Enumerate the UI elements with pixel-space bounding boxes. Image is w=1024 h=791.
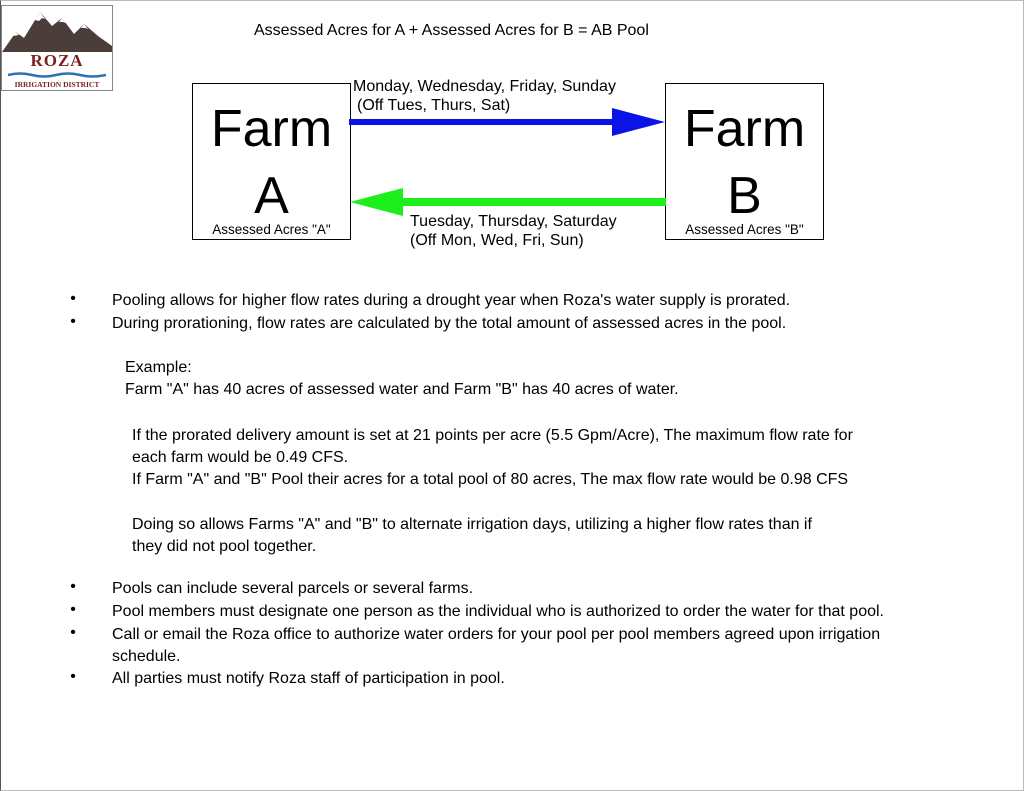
bullet-designate: Pool members must designate one person as the individual who is authorized to order the water for that pool.	[112, 603, 884, 620]
bullet-pools-include: Pools can include several parcels or several farms.	[112, 580, 474, 597]
bullet-prorationing: During prorationing, flow rates are calculated by the total amount of assessed acres in the pool.	[112, 315, 787, 332]
page-title: Assessed Acres for A + Assessed Acres for B = AB Pool	[254, 22, 649, 39]
farm-a-label-line1: Farm	[210, 100, 333, 158]
logo-subtitle: IRRIGATION DISTRICT	[14, 80, 100, 89]
example-alternate-line2: they did not pool together.	[132, 538, 317, 555]
arrow-a-to-b-off-days: (Off Tues, Thurs, Sat)	[357, 97, 511, 114]
bullet-icon: •	[70, 290, 76, 307]
example-prorated-line1: If the prorated delivery amount is set at 21 points per acre (5.5 Gpm/Acre), The maximum flow rate for	[132, 427, 853, 444]
water-wave-icon	[8, 72, 106, 78]
bullet-icon: •	[70, 624, 76, 641]
arrow-b-to-a-days: Tuesday, Thursday, Saturday	[410, 213, 617, 230]
bullet-icon: •	[70, 668, 76, 685]
farm-b-caption: Assessed Acres "B"	[685, 222, 804, 237]
farm-a-caption: Assessed Acres "A"	[212, 222, 331, 237]
bullet-call-email-continued: schedule.	[112, 648, 181, 665]
arrow-a-to-b-days: Monday, Wednesday, Friday, Sunday	[353, 78, 616, 95]
arrow-a-to-b-label	[353, 77, 616, 115]
example-prorated-line2: each farm would be 0.49 CFS.	[132, 449, 349, 466]
bullet-icon: •	[70, 601, 76, 618]
farm-a-label-line2: A	[254, 167, 289, 225]
bullet-icon: •	[70, 313, 76, 330]
farm-b-label-line2: B	[727, 167, 762, 225]
farm-b-box	[665, 83, 824, 240]
farm-a-box	[192, 83, 351, 240]
bullet-notify: All parties must notify Roza staff of participation in pool.	[112, 670, 505, 687]
arrows-diagram	[349, 100, 666, 220]
bullet-pooling: Pooling allows for higher flow rates during a drought year when Roza's water supply is prorated.	[112, 292, 791, 309]
arrow-b-to-a-off-days: (Off Mon, Wed, Fri, Sun)	[410, 232, 584, 249]
example-heading: Example:	[125, 359, 192, 376]
arrow-b-to-a-label	[410, 212, 617, 250]
mountain-icon	[2, 6, 112, 56]
bullet-icon: •	[70, 578, 76, 595]
farm-b-label-line1: Farm	[683, 100, 806, 158]
roza-logo	[1, 5, 113, 91]
example-pool-line: If Farm "A" and "B" Pool their acres for a total pool of 80 acres, The max flow rate would be 0.98 CFS	[132, 471, 849, 488]
example-line: Farm "A" has 40 acres of assessed water and Farm "B" has 40 acres of water.	[125, 381, 679, 398]
example-alternate-line1: Doing so allows Farms "A" and "B" to alternate irrigation days, utilizing a higher flow rates than if	[132, 516, 812, 533]
logo-name: ROZA	[30, 51, 84, 70]
bullet-call-email: Call or email the Roza office to authorize water orders for your pool per pool members agreed upon irrigation	[112, 626, 881, 643]
